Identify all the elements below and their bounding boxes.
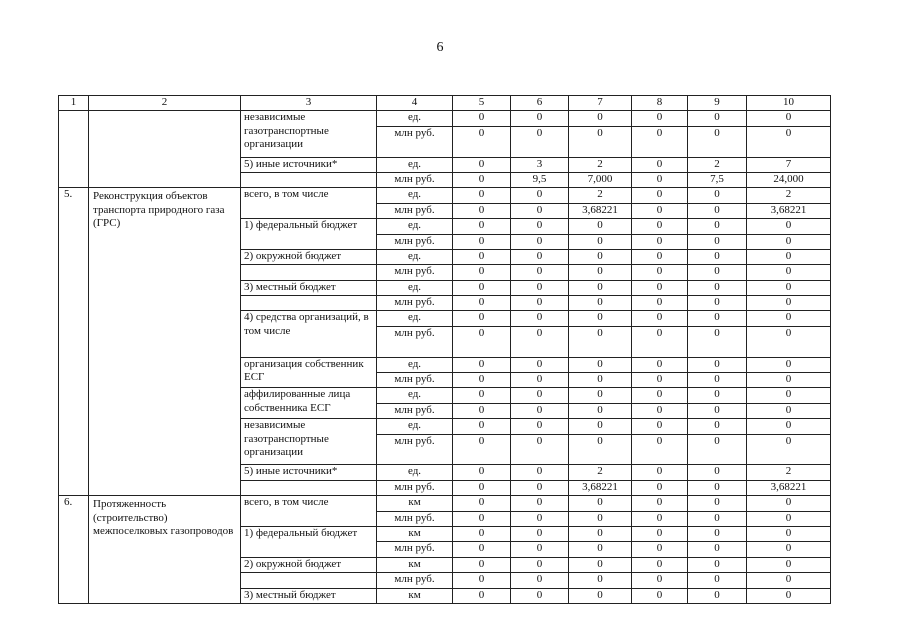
value-cell: 0 bbox=[453, 326, 511, 357]
unit-cell: ед. bbox=[377, 249, 453, 264]
value-cell: 9,5 bbox=[511, 172, 569, 187]
value-cell: 0 bbox=[632, 172, 688, 187]
value-cell: 0 bbox=[747, 296, 831, 311]
value-cell: 0 bbox=[453, 172, 511, 187]
value-cell: 0 bbox=[511, 219, 569, 234]
funding-source: 5) иные источники* bbox=[241, 157, 377, 172]
value-cell: 24,000 bbox=[747, 172, 831, 187]
value-cell: 0 bbox=[569, 296, 632, 311]
unit-cell: млн руб. bbox=[377, 480, 453, 495]
column-header: 9 bbox=[688, 96, 747, 111]
value-cell: 0 bbox=[747, 265, 831, 280]
value-cell: 0 bbox=[511, 126, 569, 157]
value-cell: 0 bbox=[747, 373, 831, 388]
value-cell: 0 bbox=[688, 573, 747, 588]
unit-cell: ед. bbox=[377, 419, 453, 434]
funding-source: 1) федеральный бюджет bbox=[241, 526, 377, 557]
value-cell: 0 bbox=[453, 403, 511, 418]
value-cell: 0 bbox=[747, 111, 831, 126]
value-cell: 0 bbox=[632, 542, 688, 557]
table-body bbox=[59, 96, 831, 604]
value-cell: 0 bbox=[632, 111, 688, 126]
value-cell: 3 bbox=[511, 157, 569, 172]
value-cell: 0 bbox=[747, 357, 831, 372]
unit-cell: млн руб. bbox=[377, 265, 453, 280]
column-header: 3 bbox=[241, 96, 377, 111]
value-cell: 0 bbox=[453, 588, 511, 603]
value-cell: 0 bbox=[688, 403, 747, 418]
value-cell: 2 bbox=[747, 188, 831, 203]
value-cell: 3,68221 bbox=[569, 203, 632, 218]
value-cell: 0 bbox=[511, 326, 569, 357]
value-cell: 0 bbox=[632, 588, 688, 603]
value-cell: 0 bbox=[688, 542, 747, 557]
unit-cell: млн руб. bbox=[377, 172, 453, 187]
unit-cell: млн руб. bbox=[377, 511, 453, 526]
value-cell: 0 bbox=[632, 480, 688, 495]
funding-source: независимые газотранспортные организации bbox=[241, 111, 377, 157]
funding-source: 2) окружной бюджет bbox=[241, 557, 377, 572]
value-cell: 0 bbox=[688, 203, 747, 218]
value-cell: 2 bbox=[569, 157, 632, 172]
value-cell: 0 bbox=[688, 357, 747, 372]
section-number bbox=[59, 111, 89, 188]
value-cell: 0 bbox=[453, 280, 511, 295]
value-cell: 0 bbox=[511, 465, 569, 480]
value-cell: 0 bbox=[747, 588, 831, 603]
value-cell: 0 bbox=[632, 265, 688, 280]
value-cell: 0 bbox=[569, 234, 632, 249]
value-cell: 7 bbox=[747, 157, 831, 172]
value-cell: 0 bbox=[632, 388, 688, 403]
value-cell: 0 bbox=[632, 311, 688, 326]
unit-cell: ед. bbox=[377, 280, 453, 295]
unit-cell: ед. bbox=[377, 111, 453, 126]
value-cell: 0 bbox=[511, 249, 569, 264]
value-cell: 0 bbox=[747, 434, 831, 465]
value-cell: 0 bbox=[511, 557, 569, 572]
value-cell: 0 bbox=[453, 126, 511, 157]
value-cell: 0 bbox=[453, 203, 511, 218]
value-cell: 0 bbox=[511, 311, 569, 326]
table-row bbox=[59, 111, 831, 126]
value-cell: 0 bbox=[453, 111, 511, 126]
page-number: 6 bbox=[436, 40, 444, 55]
value-cell: 0 bbox=[569, 526, 632, 541]
value-cell: 0 bbox=[688, 326, 747, 357]
funding-source: аффилированные лица собственника ЕСГ bbox=[241, 388, 377, 419]
value-cell: 0 bbox=[453, 388, 511, 403]
value-cell: 0 bbox=[511, 188, 569, 203]
value-cell: 0 bbox=[453, 496, 511, 511]
value-cell: 0 bbox=[453, 311, 511, 326]
unit-cell: млн руб. bbox=[377, 203, 453, 218]
funding-source: 1) федеральный бюджет bbox=[241, 219, 377, 250]
value-cell: 0 bbox=[688, 219, 747, 234]
unit-cell: млн руб. bbox=[377, 403, 453, 418]
value-cell: 0 bbox=[632, 280, 688, 295]
value-cell: 3,68221 bbox=[747, 480, 831, 495]
value-cell: 0 bbox=[632, 511, 688, 526]
value-cell: 0 bbox=[569, 126, 632, 157]
value-cell: 0 bbox=[747, 496, 831, 511]
column-header: 8 bbox=[632, 96, 688, 111]
value-cell: 3,68221 bbox=[569, 480, 632, 495]
funding-source: 4) средства организаций, в том числе bbox=[241, 311, 377, 357]
value-cell: 0 bbox=[747, 557, 831, 572]
unit-cell: км bbox=[377, 588, 453, 603]
value-cell: 0 bbox=[747, 311, 831, 326]
value-cell: 0 bbox=[688, 280, 747, 295]
value-cell: 0 bbox=[569, 373, 632, 388]
value-cell: 0 bbox=[688, 111, 747, 126]
value-cell: 0 bbox=[747, 526, 831, 541]
value-cell: 0 bbox=[511, 111, 569, 126]
value-cell: 0 bbox=[747, 326, 831, 357]
value-cell: 0 bbox=[632, 188, 688, 203]
funding-source: 5) иные источники* bbox=[241, 465, 377, 480]
funding-source bbox=[241, 265, 377, 280]
value-cell: 0 bbox=[569, 573, 632, 588]
value-cell: 0 bbox=[688, 265, 747, 280]
value-cell: 0 bbox=[453, 219, 511, 234]
value-cell: 0 bbox=[569, 588, 632, 603]
value-cell: 0 bbox=[632, 157, 688, 172]
value-cell: 0 bbox=[569, 419, 632, 434]
value-cell: 0 bbox=[569, 434, 632, 465]
value-cell: 0 bbox=[511, 234, 569, 249]
value-cell: 0 bbox=[688, 126, 747, 157]
column-header: 6 bbox=[511, 96, 569, 111]
value-cell: 0 bbox=[569, 311, 632, 326]
value-cell: 0 bbox=[688, 373, 747, 388]
value-cell: 0 bbox=[688, 480, 747, 495]
value-cell: 0 bbox=[511, 511, 569, 526]
column-header: 10 bbox=[747, 96, 831, 111]
funding-source: 2) окружной бюджет bbox=[241, 249, 377, 264]
section-number: 6. bbox=[59, 496, 89, 604]
funding-source bbox=[241, 573, 377, 588]
funding-source: 3) местный бюджет bbox=[241, 588, 377, 603]
unit-cell: ед. bbox=[377, 188, 453, 203]
value-cell: 0 bbox=[688, 249, 747, 264]
value-cell: 0 bbox=[632, 557, 688, 572]
value-cell: 0 bbox=[453, 465, 511, 480]
value-cell: 0 bbox=[453, 234, 511, 249]
value-cell: 0 bbox=[747, 388, 831, 403]
value-cell: 0 bbox=[632, 249, 688, 264]
value-cell: 0 bbox=[688, 419, 747, 434]
value-cell: 0 bbox=[511, 496, 569, 511]
value-cell: 0 bbox=[511, 388, 569, 403]
value-cell: 0 bbox=[511, 203, 569, 218]
section-name: Реконструкция объектов транспорта природного газа (ГРС) bbox=[89, 188, 241, 496]
funding-source: организация собственник ЕСГ bbox=[241, 357, 377, 388]
value-cell: 0 bbox=[632, 419, 688, 434]
value-cell: 0 bbox=[632, 326, 688, 357]
value-cell: 0 bbox=[511, 419, 569, 434]
table-row bbox=[59, 496, 831, 511]
column-header: 5 bbox=[453, 96, 511, 111]
unit-cell: млн руб. bbox=[377, 573, 453, 588]
unit-cell: ед. bbox=[377, 465, 453, 480]
funding-source: 3) местный бюджет bbox=[241, 280, 377, 295]
funding-source bbox=[241, 480, 377, 495]
funding-source: всего, в том числе bbox=[241, 496, 377, 527]
value-cell: 0 bbox=[569, 511, 632, 526]
unit-cell: млн руб. bbox=[377, 542, 453, 557]
header-row bbox=[59, 96, 831, 111]
value-cell: 2 bbox=[569, 188, 632, 203]
value-cell: 0 bbox=[632, 573, 688, 588]
value-cell: 0 bbox=[569, 265, 632, 280]
unit-cell: км bbox=[377, 526, 453, 541]
value-cell: 0 bbox=[453, 188, 511, 203]
value-cell: 0 bbox=[511, 542, 569, 557]
value-cell: 2 bbox=[688, 157, 747, 172]
value-cell: 0 bbox=[453, 357, 511, 372]
unit-cell: ед. bbox=[377, 357, 453, 372]
value-cell: 0 bbox=[511, 403, 569, 418]
unit-cell: км bbox=[377, 496, 453, 511]
value-cell: 0 bbox=[453, 157, 511, 172]
value-cell: 0 bbox=[747, 419, 831, 434]
value-cell: 0 bbox=[747, 280, 831, 295]
value-cell: 0 bbox=[632, 465, 688, 480]
funding-source: всего, в том числе bbox=[241, 188, 377, 219]
value-cell: 0 bbox=[453, 265, 511, 280]
value-cell: 0 bbox=[453, 296, 511, 311]
value-cell: 0 bbox=[569, 542, 632, 557]
value-cell: 0 bbox=[747, 511, 831, 526]
column-header: 1 bbox=[59, 96, 89, 111]
value-cell: 0 bbox=[569, 326, 632, 357]
value-cell: 0 bbox=[511, 573, 569, 588]
value-cell: 0 bbox=[632, 296, 688, 311]
value-cell: 0 bbox=[569, 249, 632, 264]
unit-cell: ед. bbox=[377, 388, 453, 403]
value-cell: 0 bbox=[569, 357, 632, 372]
value-cell: 0 bbox=[747, 126, 831, 157]
value-cell: 0 bbox=[688, 557, 747, 572]
column-header: 2 bbox=[89, 96, 241, 111]
value-cell: 0 bbox=[632, 373, 688, 388]
unit-cell: млн руб. bbox=[377, 296, 453, 311]
value-cell: 0 bbox=[632, 219, 688, 234]
value-cell: 0 bbox=[688, 511, 747, 526]
value-cell: 0 bbox=[632, 126, 688, 157]
value-cell: 0 bbox=[569, 111, 632, 126]
value-cell: 3,68221 bbox=[747, 203, 831, 218]
value-cell: 0 bbox=[453, 373, 511, 388]
value-cell: 0 bbox=[511, 373, 569, 388]
value-cell: 0 bbox=[453, 480, 511, 495]
section-name bbox=[89, 111, 241, 188]
value-cell: 0 bbox=[688, 588, 747, 603]
section-name: Протяженность (строительство) межпоселковых газопроводов bbox=[89, 496, 241, 604]
value-cell: 0 bbox=[747, 234, 831, 249]
value-cell: 7,000 bbox=[569, 172, 632, 187]
value-cell: 0 bbox=[511, 280, 569, 295]
value-cell: 0 bbox=[747, 403, 831, 418]
value-cell: 0 bbox=[632, 403, 688, 418]
value-cell: 0 bbox=[688, 296, 747, 311]
value-cell: 0 bbox=[511, 480, 569, 495]
value-cell: 0 bbox=[747, 249, 831, 264]
unit-cell: ед. bbox=[377, 311, 453, 326]
value-cell: 0 bbox=[688, 465, 747, 480]
value-cell: 0 bbox=[511, 265, 569, 280]
value-cell: 0 bbox=[511, 588, 569, 603]
table-row bbox=[59, 188, 831, 203]
funding-source bbox=[241, 172, 377, 187]
value-cell: 0 bbox=[632, 496, 688, 511]
value-cell: 0 bbox=[569, 557, 632, 572]
column-header: 4 bbox=[377, 96, 453, 111]
value-cell: 0 bbox=[453, 511, 511, 526]
unit-cell: км bbox=[377, 557, 453, 572]
value-cell: 0 bbox=[688, 388, 747, 403]
value-cell: 0 bbox=[511, 357, 569, 372]
column-header: 7 bbox=[569, 96, 632, 111]
value-cell: 0 bbox=[688, 434, 747, 465]
unit-cell: млн руб. bbox=[377, 234, 453, 249]
value-cell: 0 bbox=[688, 496, 747, 511]
value-cell: 0 bbox=[632, 434, 688, 465]
value-cell: 0 bbox=[688, 234, 747, 249]
funding-source: независимые газотранспортные организации bbox=[241, 419, 377, 465]
unit-cell: млн руб. bbox=[377, 434, 453, 465]
value-cell: 7,5 bbox=[688, 172, 747, 187]
value-cell: 0 bbox=[453, 573, 511, 588]
value-cell: 0 bbox=[453, 419, 511, 434]
unit-cell: ед. bbox=[377, 219, 453, 234]
value-cell: 0 bbox=[688, 526, 747, 541]
value-cell: 0 bbox=[632, 203, 688, 218]
value-cell: 0 bbox=[632, 357, 688, 372]
value-cell: 0 bbox=[688, 311, 747, 326]
section-number: 5. bbox=[59, 188, 89, 496]
value-cell: 0 bbox=[511, 526, 569, 541]
value-cell: 0 bbox=[569, 219, 632, 234]
value-cell: 0 bbox=[453, 557, 511, 572]
value-cell: 0 bbox=[453, 542, 511, 557]
value-cell: 0 bbox=[688, 188, 747, 203]
value-cell: 0 bbox=[453, 434, 511, 465]
value-cell: 0 bbox=[632, 234, 688, 249]
value-cell: 2 bbox=[747, 465, 831, 480]
value-cell: 0 bbox=[569, 496, 632, 511]
unit-cell: ед. bbox=[377, 157, 453, 172]
value-cell: 0 bbox=[511, 296, 569, 311]
value-cell: 0 bbox=[453, 249, 511, 264]
value-cell: 0 bbox=[747, 219, 831, 234]
value-cell: 2 bbox=[569, 465, 632, 480]
value-cell: 0 bbox=[569, 403, 632, 418]
unit-cell: млн руб. bbox=[377, 326, 453, 357]
value-cell: 0 bbox=[569, 388, 632, 403]
funding-source bbox=[241, 296, 377, 311]
value-cell: 0 bbox=[569, 280, 632, 295]
value-cell: 0 bbox=[453, 526, 511, 541]
unit-cell: млн руб. bbox=[377, 126, 453, 157]
budget-table bbox=[58, 95, 831, 604]
value-cell: 0 bbox=[511, 434, 569, 465]
value-cell: 0 bbox=[747, 573, 831, 588]
unit-cell: млн руб. bbox=[377, 373, 453, 388]
value-cell: 0 bbox=[632, 526, 688, 541]
value-cell: 0 bbox=[747, 542, 831, 557]
